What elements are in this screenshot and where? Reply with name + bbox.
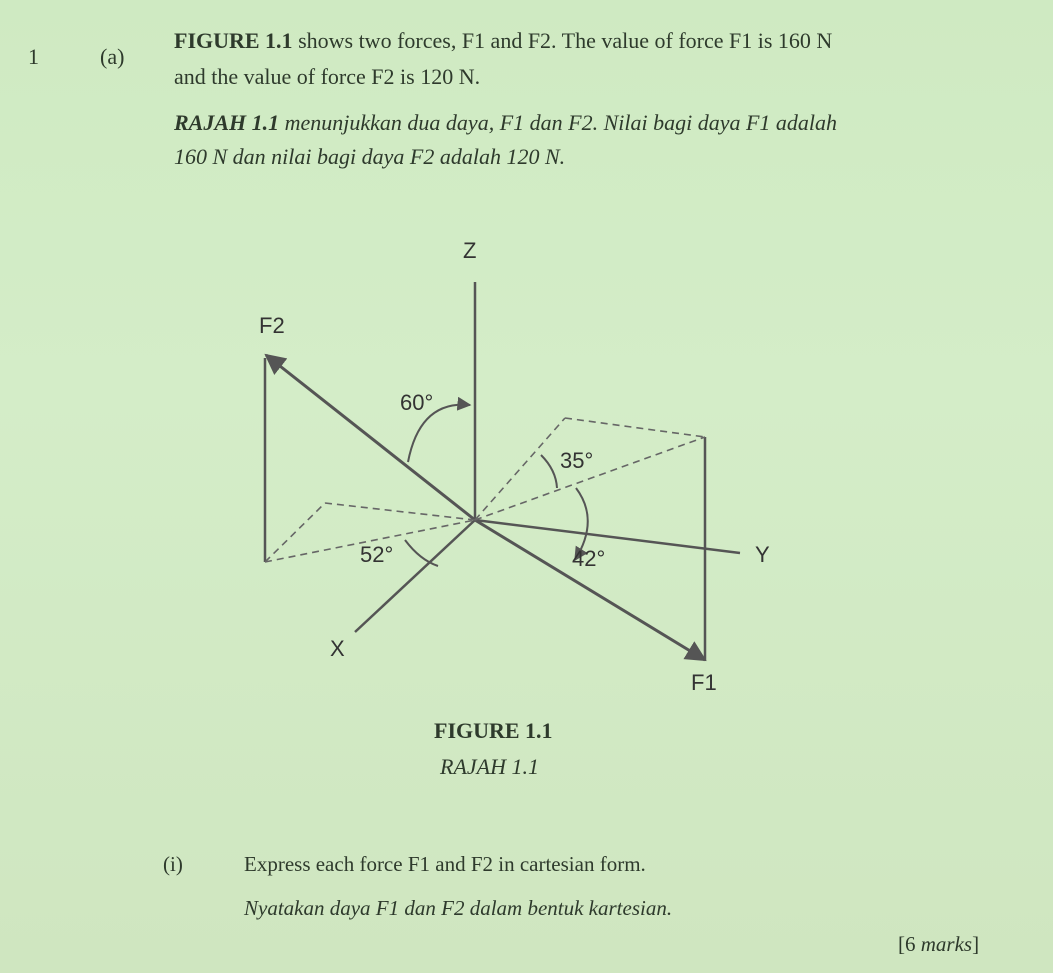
angle-arc-52 — [405, 540, 438, 566]
angle-42-label: 42° — [572, 546, 606, 571]
figure-caption-english: FIGURE 1.1 — [434, 718, 553, 743]
force-f2-vector — [266, 355, 475, 520]
z-axis-label: Z — [463, 238, 477, 263]
figure-reference-english: FIGURE 1.1 — [174, 28, 293, 53]
force-f1-vector — [475, 520, 705, 660]
subquestion-english: Express each force F1 and F2 in cartesian form. — [244, 852, 646, 876]
f2-base-line-1 — [265, 503, 325, 562]
f2-base-line-2 — [325, 503, 475, 520]
figure-caption-malay: RAJAH 1.1 — [440, 754, 539, 779]
force-f2-label: F2 — [259, 313, 285, 338]
y-axis-label: Y — [755, 542, 770, 567]
question-malay-text-1: menunjukkan dua daya, F1 dan F2. Nilai bagi daya F1 adalah — [279, 110, 838, 135]
marks-close: ] — [972, 932, 980, 956]
angle-35-label: 35° — [560, 448, 594, 473]
question-part-label: (a) — [100, 44, 125, 69]
figure-reference-malay: RAJAH 1.1 — [174, 110, 280, 135]
angle-60-label: 60° — [400, 390, 434, 415]
question-english-text-1: shows two forces, F1 and F2. The value of force F1 is 160 N — [292, 28, 833, 53]
x-axis — [355, 520, 475, 632]
question-malay-line-2: 160 N dan nilai bagi daya F2 adalah 120 N. — [174, 144, 566, 169]
f1-base-line-2 — [565, 418, 705, 437]
angle-arc-35 — [541, 455, 557, 488]
marks-word: marks — [920, 932, 973, 956]
subquestion-number: (i) — [163, 852, 183, 876]
marks-open: [6 — [898, 932, 921, 956]
angle-52-label: 52° — [360, 542, 394, 567]
y-axis — [475, 520, 740, 553]
question-number: 1 — [28, 44, 39, 69]
force-f1-label: F1 — [691, 670, 717, 695]
subquestion-malay: Nyatakan daya F1 dan F2 dalam bentuk kartesian. — [244, 896, 673, 920]
x-axis-label: X — [330, 636, 345, 661]
marks-allocation — [898, 932, 979, 957]
question-english-line-2: and the value of force F2 is 120 N. — [174, 64, 481, 89]
